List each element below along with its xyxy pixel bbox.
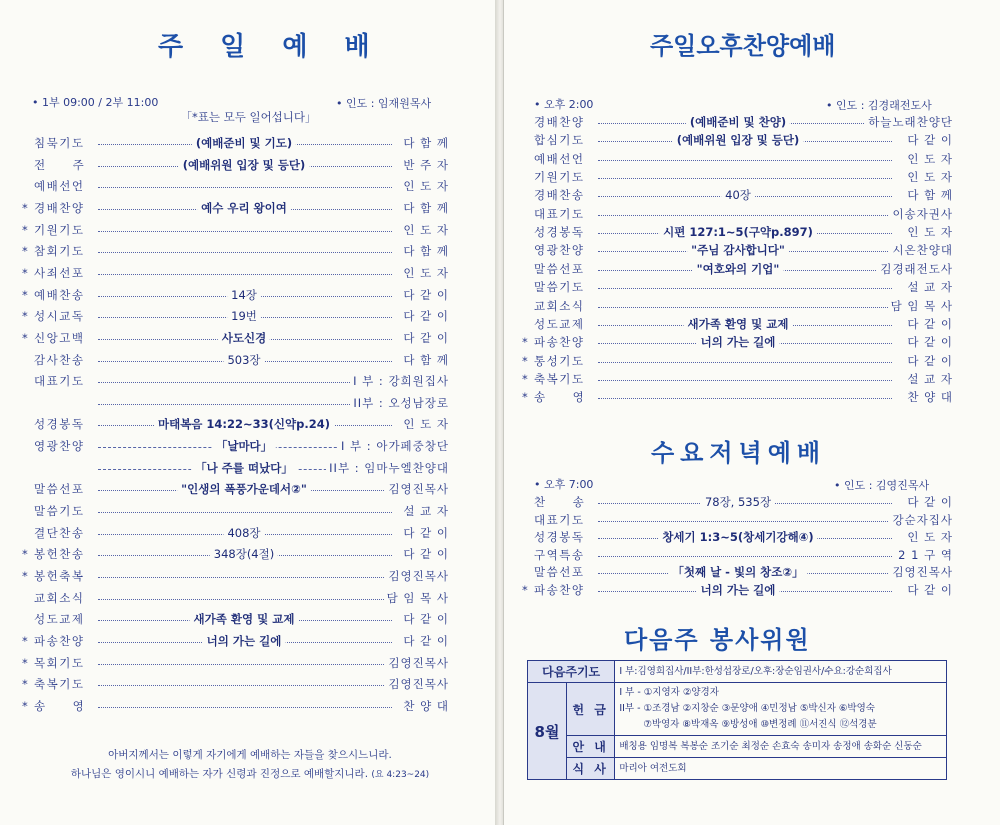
meal-label: 식 사 (567, 758, 615, 780)
order-row (0, 546, 497, 563)
afternoon-time: • 오후 2:00 (534, 98, 594, 111)
order-label: 신앙고백 (34, 330, 85, 345)
order-detail: 새가족 환영 및 교제 (190, 611, 299, 628)
order-row (504, 582, 1000, 599)
order-label: 영광찬양 (34, 439, 85, 454)
order-performer: I 부 : 아가페중창단 (338, 438, 449, 455)
order-row (504, 206, 1000, 223)
offering-label: 헌 금 (567, 683, 615, 736)
order-label: 성도교제 (534, 316, 585, 331)
order-label: 송 영 (34, 698, 86, 713)
order-row (0, 611, 497, 628)
order-row (504, 389, 1000, 406)
offering-second-service-b: ⑦박영자 ⑧박재옥 ⑨방성애 ⑩변정례 ⑪서진식 ⑫석경분 (643, 719, 877, 730)
order-detail: 너의 가는 길에 (697, 582, 780, 599)
order-performer: 다 같 이 (400, 611, 449, 628)
order-label: 기원기도 (34, 222, 85, 237)
order-performer: 인 도 자 (904, 151, 953, 168)
leader-dots (98, 685, 392, 686)
order-label: 송 영 (534, 390, 586, 405)
order-label: 파송찬양 (534, 583, 585, 597)
order-row (0, 222, 497, 239)
month-cell: 8월 (528, 683, 567, 780)
order-row (0, 395, 497, 412)
order-row (0, 265, 497, 282)
next-prayer-value: I 부:김영희집사/II부:한성섭장로/오후:장순임권사/수요:강순희집사 (615, 661, 947, 683)
meal-value: 마리아 여전도회 (615, 758, 947, 780)
standing-mark: * (522, 353, 528, 368)
sunday-worship-title: 주 일 예 배 (158, 32, 384, 62)
order-row (504, 334, 1000, 351)
order-performer: 다 같 이 (904, 132, 953, 149)
order-label: 파송찬양 (34, 633, 85, 648)
order-label: 말씀기도 (534, 280, 585, 295)
order-performer: 다 같 이 (904, 353, 953, 370)
order-detail: 너의 가는 길에 (697, 334, 780, 351)
order-row (0, 200, 497, 217)
order-row (504, 353, 1000, 370)
order-row (0, 676, 497, 693)
order-performer: 김영진목사 (889, 564, 953, 581)
order-detail: "주님 감사합니다" (687, 242, 789, 259)
leader-dots (98, 231, 392, 232)
order-label: 영광찬양 (534, 243, 585, 258)
order-label: 통성기도 (534, 353, 585, 368)
order-label: 봉헌축복 (34, 569, 85, 583)
order-performer: 설 교 자 (904, 279, 953, 296)
order-row (0, 416, 497, 433)
order-label: 말씀선포 (34, 482, 85, 497)
order-detail: 시편 127:1~5(구약p.897) (659, 224, 817, 241)
order-label: 침묵기도 (34, 136, 85, 150)
order-row (0, 157, 497, 174)
order-detail: (예배준비 및 기도) (192, 135, 296, 152)
order-detail: 마태복음 14:22~33(신약p.24) (154, 416, 334, 433)
order-row (0, 568, 497, 585)
order-row (504, 151, 1000, 168)
leader-dots (98, 274, 392, 275)
order-performer: 다 같 이 (400, 525, 449, 542)
order-row (0, 460, 497, 477)
order-label: 대표기도 (534, 206, 585, 221)
order-detail: 19번 (227, 308, 261, 325)
order-detail: (예배위원 입장 및 등단) (673, 132, 804, 149)
leader-dots (598, 215, 892, 216)
order-performer: 다 같 이 (904, 316, 953, 333)
order-performer: 다 같 이 (904, 494, 953, 511)
order-detail: (예배준비 및 찬양) (686, 114, 790, 131)
order-performer: 다 같 이 (400, 330, 449, 347)
order-performer: 강순자집사 (889, 512, 953, 529)
order-performer: I 부 : 강희원집사 (350, 373, 449, 390)
order-row (0, 330, 497, 347)
order-row (0, 503, 497, 520)
order-performer: 설 교 자 (400, 503, 449, 520)
standing-mark: * (22, 200, 28, 215)
order-row (0, 633, 497, 650)
order-performer: 이송자권사 (889, 206, 953, 223)
order-label: 찬 송 (534, 495, 586, 509)
order-performer: 김영진목사 (385, 676, 449, 693)
service-times: • 1부 09:00 / 2부 11:00 (32, 96, 159, 109)
order-performer: 다 같 이 (400, 308, 449, 325)
standing-mark: * (22, 222, 28, 237)
order-row (504, 187, 1000, 204)
order-row (0, 373, 497, 390)
standing-mark: * (22, 633, 28, 648)
order-label: 참회기도 (34, 244, 85, 259)
order-performer: 다 같 이 (400, 633, 449, 650)
wednesday-worship-title: 수요저녁예배 (651, 439, 827, 467)
order-label: 성경봉독 (534, 530, 585, 545)
order-detail: 예수 우리 왕이여 (197, 200, 291, 217)
leader-dots (98, 187, 392, 188)
order-row (504, 298, 1000, 315)
wednesday-time: • 오후 7:00 (534, 478, 594, 491)
offering-first-service: I 부 - ①지영자 ②양경자 (619, 687, 719, 698)
wednesday-leader: • 인도 : 김영진목사 (834, 479, 930, 492)
order-performer: II부 : 임마누엘찬양대 (326, 460, 449, 477)
leader-dots (598, 178, 892, 179)
standing-mark: * (22, 569, 28, 583)
leader-dots (98, 382, 392, 383)
order-label: 감사찬송 (34, 352, 85, 367)
usher-label: 안 내 (567, 736, 615, 758)
leader-dots (598, 160, 892, 161)
order-row (0, 243, 497, 260)
leader-dots (98, 664, 392, 665)
order-row (504, 316, 1000, 333)
order-performer: 시온찬양대 (889, 242, 953, 259)
order-label: 예배선언 (34, 179, 85, 194)
order-detail: 503장 (223, 352, 264, 369)
order-performer: 다 함 께 (400, 135, 449, 152)
order-row (0, 655, 497, 672)
order-detail: 사도신경 (218, 330, 270, 347)
order-performer: 설 교 자 (904, 371, 953, 388)
order-label: 기원기도 (534, 170, 585, 185)
order-performer: 담 임 목 사 (384, 590, 449, 607)
leader-dots (598, 288, 892, 289)
order-performer: 인 도 자 (400, 178, 449, 195)
order-label: 경배찬송 (534, 188, 585, 203)
order-performer: 다 같 이 (400, 546, 449, 563)
order-detail: 40장 (721, 187, 755, 204)
standing-mark: * (522, 583, 528, 597)
order-row (0, 178, 497, 195)
order-label: 성도교제 (34, 612, 85, 627)
standing-mark: * (22, 265, 28, 280)
order-label: 경배찬양 (34, 200, 85, 215)
table-row (528, 736, 947, 758)
leader-dots (98, 404, 392, 405)
order-label: 대표기도 (34, 374, 85, 389)
table-row (528, 683, 947, 736)
leader-dots (598, 521, 892, 522)
order-performer: 찬 양 대 (904, 389, 953, 406)
order-performer: 반 주 자 (400, 157, 449, 174)
order-label: 봉헌찬송 (34, 547, 85, 562)
table-row (528, 758, 947, 780)
order-performer: 인 도 자 (400, 222, 449, 239)
left-page (0, 0, 498, 825)
leader-dots (598, 362, 892, 363)
order-row (504, 371, 1000, 388)
standing-mark: * (22, 655, 28, 670)
order-detail: 408장 (223, 525, 264, 542)
standing-mark: * (22, 330, 28, 345)
scripture-footer (10, 746, 490, 785)
usher-value: 배칭용 임명복 복봉순 조기순 최정순 손효숙 송미자 송정애 송화순 신동순 (615, 736, 947, 758)
afternoon-worship-title: 주일오후찬양예배 (650, 32, 836, 60)
leader-dots (598, 307, 892, 308)
standing-mark: * (522, 390, 528, 405)
standing-mark: * (522, 335, 528, 350)
order-label: 축복기도 (534, 371, 585, 386)
standing-notice: 「*표는 모두 일어섭니다」 (180, 110, 317, 124)
order-detail: "여호와의 기업" (693, 261, 784, 278)
standing-mark: * (522, 371, 528, 386)
order-performer: 인 도 자 (400, 416, 449, 433)
order-detail: 「나 주를 떠났다」 (191, 460, 297, 477)
order-label: 사죄선포 (34, 265, 85, 280)
order-label: 구역특송 (534, 547, 585, 562)
order-performer: 담 임 목 사 (888, 298, 953, 315)
order-row (0, 481, 497, 498)
order-row (0, 287, 497, 304)
order-row (504, 547, 1000, 564)
order-label: 축복기도 (34, 677, 85, 692)
service-roster-table (527, 660, 947, 780)
order-detail: (예배위원 입장 및 등단) (179, 157, 310, 174)
order-detail: 「첫째 날 - 빛의 창조②」 (668, 564, 807, 581)
order-performer: 인 도 자 (904, 529, 953, 546)
order-performer: 인 도 자 (400, 265, 449, 282)
footer-reference: (요 4:23~24) (371, 770, 430, 780)
order-label: 교회소식 (534, 298, 585, 313)
order-performer: 다 같 이 (904, 582, 953, 599)
order-performer: 다 함 께 (400, 243, 449, 260)
order-row (0, 135, 497, 152)
order-label: 결단찬송 (34, 525, 85, 540)
order-row (504, 261, 1000, 278)
leader-dots (98, 599, 392, 600)
order-label: 경배찬양 (534, 115, 585, 129)
order-performer: 김영진목사 (385, 655, 449, 672)
order-label: 목회기도 (34, 655, 85, 670)
order-row (504, 114, 1000, 131)
leader-dots (598, 398, 892, 399)
order-label: 성시교독 (34, 309, 85, 324)
order-row (0, 590, 497, 607)
order-row (504, 132, 1000, 149)
footer-line-1: 아버지께서는 이렇게 자기에게 예배하는 자들을 찾으시느니라. (108, 749, 392, 761)
order-row (504, 279, 1000, 296)
offering-second-service-a: II부 - ①조경남 ②지창순 ③문양애 ④민정남 ⑤박신자 ⑥박영숙 (619, 703, 875, 714)
order-performer: 김영진목사 (385, 481, 449, 498)
leader-dots (98, 252, 392, 253)
order-performer: 다 함 께 (400, 200, 449, 217)
leader-dots (98, 512, 392, 513)
order-detail: 348장(4절) (210, 546, 278, 563)
order-row (504, 529, 1000, 546)
leader-dots (98, 707, 392, 708)
order-label: 말씀선포 (534, 565, 585, 580)
table-row (528, 661, 947, 683)
standing-mark: * (22, 287, 28, 302)
order-row (504, 242, 1000, 259)
order-row (0, 438, 497, 455)
order-label: 예배찬송 (34, 287, 85, 302)
leader-dots (598, 556, 892, 557)
leader-dots (98, 577, 392, 578)
order-label: 예배선언 (534, 151, 585, 166)
afternoon-leader: • 인도 : 김경래전도사 (826, 99, 932, 112)
standing-mark: * (22, 244, 28, 259)
order-detail: 14장 (227, 287, 261, 304)
order-detail: 78장, 535장 (701, 494, 775, 511)
order-row (0, 308, 497, 325)
order-label: 성경봉독 (34, 417, 85, 432)
order-label: 교회소식 (34, 590, 85, 605)
order-row (504, 224, 1000, 241)
order-detail: 새가족 환영 및 교제 (684, 316, 793, 333)
order-performer: 인 도 자 (904, 169, 953, 186)
order-label: 전 주 (34, 157, 86, 172)
order-row (504, 494, 1000, 511)
next-prayer-label: 다음주기도 (528, 661, 615, 683)
order-detail: 창세기 1:3~5(창세기강해④) (658, 529, 817, 546)
order-performer: 하늘노래찬양단 (865, 114, 953, 131)
order-detail: "인생의 폭풍가운데서②" (177, 481, 311, 498)
order-label: 파송찬양 (534, 335, 585, 350)
order-performer: 다 함 께 (400, 352, 449, 369)
standing-mark: * (22, 309, 28, 324)
order-label: 합심기도 (534, 133, 585, 148)
order-row (0, 352, 497, 369)
order-performer: II부 : 오성남장로 (350, 395, 449, 412)
standing-mark: * (22, 547, 28, 562)
order-row (504, 564, 1000, 581)
next-week-servers-title: 다음주 봉사위원 (624, 626, 811, 654)
standing-mark: * (22, 677, 28, 692)
order-row (0, 525, 497, 542)
order-detail: 「날마다」 (212, 438, 276, 455)
order-row (504, 169, 1000, 186)
footer-line-2: 하나님은 영이시니 예배하는 자가 신령과 진정으로 예배할지니라. (70, 768, 369, 780)
order-performer: 찬 양 대 (400, 698, 449, 715)
order-row (504, 512, 1000, 529)
order-row (0, 698, 497, 715)
order-performer: 2 1 구 역 (895, 547, 953, 564)
order-detail: 너의 가는 길에 (203, 633, 286, 650)
order-label: 말씀기도 (34, 504, 85, 519)
order-label: 대표기도 (534, 512, 585, 527)
order-performer: 다 같 이 (400, 287, 449, 304)
offering-value (615, 683, 947, 736)
service-leader: • 인도 : 임재원목사 (336, 97, 432, 110)
order-performer: 김경래전도사 (877, 261, 953, 278)
standing-mark: * (22, 698, 28, 713)
order-performer: 인 도 자 (904, 224, 953, 241)
order-label: 성경봉독 (534, 225, 585, 240)
order-performer: 다 같 이 (904, 334, 953, 351)
order-performer: 김영진목사 (385, 568, 449, 585)
leader-dots (598, 380, 892, 381)
order-label: 말씀선포 (534, 261, 585, 276)
order-performer: 다 함 께 (904, 187, 953, 204)
